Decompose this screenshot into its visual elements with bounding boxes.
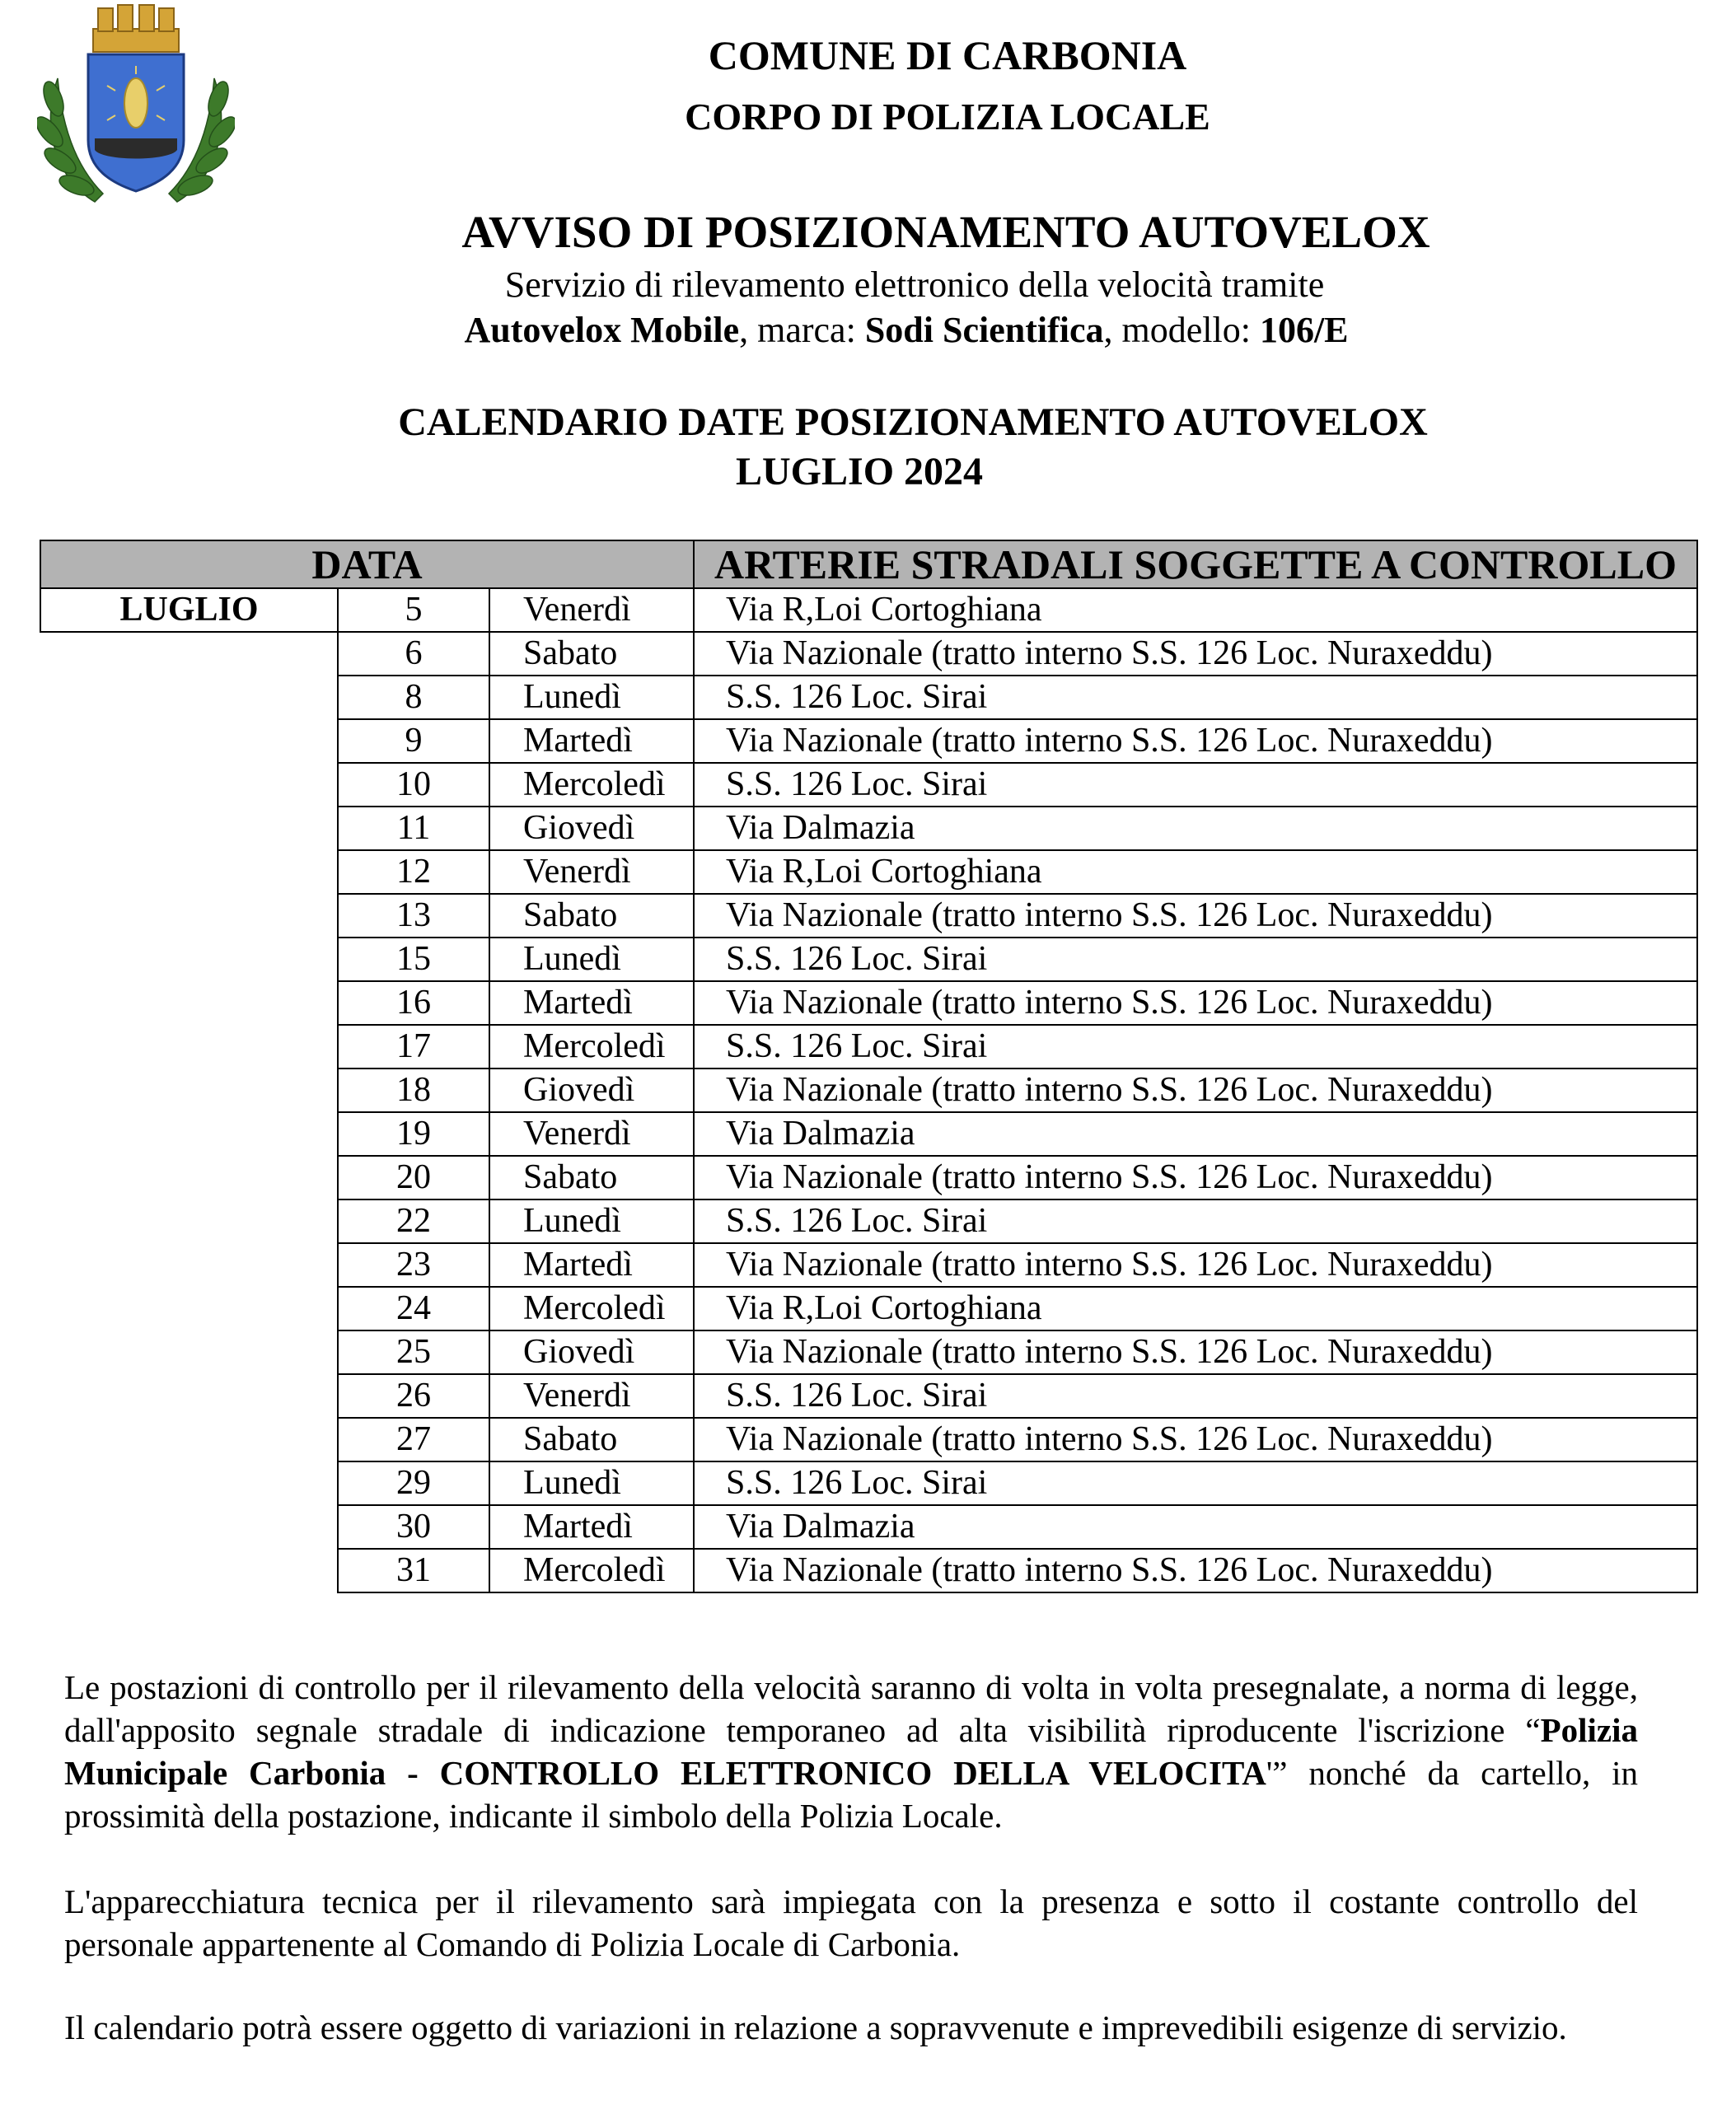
- table-row: [40, 632, 1697, 676]
- column-header-roads: ARTERIE STRADALI SOGGETTE A CONTROLLO: [694, 540, 1697, 588]
- road-cell: Via Nazionale (tratto interno S.S. 126 Loc. Nuraxeddu): [694, 1069, 1697, 1112]
- device-brand: Sodi Scientifica: [864, 310, 1104, 350]
- coat-of-arms-emblem: [37, 0, 235, 218]
- month-spacer-cell: [40, 1287, 338, 1330]
- table-row: [40, 1199, 1697, 1243]
- road-cell: Via Nazionale (tratto interno S.S. 126 Loc. Nuraxeddu): [694, 1549, 1697, 1592]
- calendar-table: [40, 540, 1698, 1593]
- month-spacer-cell: [40, 1243, 338, 1287]
- table-row: [40, 1330, 1697, 1374]
- month-spacer-cell: [40, 938, 338, 981]
- variation-paragraph: Il calendario potrà essere oggetto di variazioni in relazione a sopravvenute e imprevedibili esigenze di servizio.: [64, 2008, 1567, 2046]
- calendar-title: CALENDARIO DATE POSIZIONAMENTO AUTOVELOX: [398, 400, 1428, 444]
- month-spacer-cell: [40, 632, 338, 676]
- table-row: [40, 807, 1697, 850]
- month-spacer-cell: [40, 1199, 338, 1243]
- month-spacer-cell: [40, 807, 338, 850]
- table-header-row: [40, 540, 1697, 588]
- table-row: [40, 1243, 1697, 1287]
- column-header-data: DATA: [40, 540, 694, 588]
- notice-title: AVVISO DI POSIZIONAMENTO AUTOVELOX: [461, 207, 1430, 257]
- road-cell: Via R,Loi Cortoghiana: [694, 588, 1697, 632]
- device-model: 106/E: [1259, 310, 1349, 350]
- table-row: [40, 850, 1697, 894]
- signage-paragraph: [64, 1666, 1638, 1837]
- table-row: [40, 1374, 1697, 1418]
- table-row: [40, 1156, 1697, 1199]
- road-cell: S.S. 126 Loc. Sirai: [694, 676, 1697, 719]
- weekday-cell: Sabato: [489, 894, 694, 938]
- table-row: [40, 1112, 1697, 1156]
- model-label: , modello:: [1103, 310, 1260, 350]
- table-row: [40, 676, 1697, 719]
- month-spacer-cell: [40, 676, 338, 719]
- table-row: [40, 981, 1697, 1025]
- table-row: [40, 1069, 1697, 1112]
- weekday-cell: Lunedì: [489, 1199, 694, 1243]
- day-cell: 31: [338, 1549, 489, 1592]
- weekday-cell: Lunedì: [489, 676, 694, 719]
- weekday-cell: Mercoledì: [489, 1549, 694, 1592]
- day-cell: 26: [338, 1374, 489, 1418]
- signage-text-end: '” nonché da cartello, in prossimità della postazione, indicante il simbolo della Polizia Locale.: [64, 1754, 1638, 1835]
- road-cell: Via Nazionale (tratto interno S.S. 126 Loc. Nuraxeddu): [694, 894, 1697, 938]
- month-spacer-cell: [40, 1025, 338, 1069]
- month-cell: LUGLIO: [40, 588, 338, 632]
- crown-icon: [93, 5, 179, 52]
- month-spacer-cell: [40, 894, 338, 938]
- day-cell: 13: [338, 894, 489, 938]
- road-cell: S.S. 126 Loc. Sirai: [694, 1025, 1697, 1069]
- day-cell: 6: [338, 632, 489, 676]
- month-spacer-cell: [40, 719, 338, 763]
- day-cell: 27: [338, 1418, 489, 1461]
- road-cell: Via R,Loi Cortoghiana: [694, 850, 1697, 894]
- equipment-paragraph: L'apparecchiatura tecnica per il rilevamento sarà impiegata con la presenza e sotto il costante controllo del personale appartenente al Comando di Polizia Locale di Carbonia.: [64, 1882, 1638, 1963]
- table-row: [40, 588, 1697, 632]
- road-cell: S.S. 126 Loc. Sirai: [694, 1461, 1697, 1505]
- weekday-cell: Venerdì: [489, 1112, 694, 1156]
- weekday-cell: Martedì: [489, 1243, 694, 1287]
- table-row: [40, 894, 1697, 938]
- weekday-cell: Venerdì: [489, 588, 694, 632]
- weekday-cell: Lunedì: [489, 1461, 694, 1505]
- road-cell: Via Dalmazia: [694, 1112, 1697, 1156]
- day-cell: 12: [338, 850, 489, 894]
- day-cell: 16: [338, 981, 489, 1025]
- service-description: Servizio di rilevamento elettronico della velocità tramite: [504, 264, 1325, 305]
- month-spacer-cell: [40, 1461, 338, 1505]
- weekday-cell: Mercoledì: [489, 1025, 694, 1069]
- calendar-month-year: LUGLIO 2024: [735, 450, 984, 493]
- road-cell: Via Nazionale (tratto interno S.S. 126 Loc. Nuraxeddu): [694, 1418, 1697, 1461]
- weekday-cell: Sabato: [489, 1156, 694, 1199]
- road-cell: S.S. 126 Loc. Sirai: [694, 938, 1697, 981]
- weekday-cell: Giovedì: [489, 1330, 694, 1374]
- brand-label: , marca:: [739, 310, 865, 350]
- weekday-cell: Martedì: [489, 1505, 694, 1549]
- month-spacer-cell: [40, 850, 338, 894]
- device-details: [464, 309, 1348, 351]
- month-spacer-cell: [40, 1374, 338, 1418]
- calendar-body: [40, 588, 1697, 1592]
- day-cell: 19: [338, 1112, 489, 1156]
- day-cell: 22: [338, 1199, 489, 1243]
- weekday-cell: Mercoledì: [489, 763, 694, 807]
- day-cell: 24: [338, 1287, 489, 1330]
- device-name: Autovelox Mobile: [464, 310, 740, 350]
- weekday-cell: Venerdì: [489, 1374, 694, 1418]
- signage-text-start: Le postazioni di controllo per il rilevamento della velocità saranno di volta in volta presegnalate, a norma di legge, dall'apposito segnale stradale di indicazione temporaneo ad alta visibilità riproducente l'iscrizione “: [64, 1668, 1638, 1749]
- month-spacer-cell: [40, 1330, 338, 1374]
- day-cell: 18: [338, 1069, 489, 1112]
- municipality-name: COMUNE DI CARBONIA: [708, 32, 1187, 78]
- table-row: [40, 719, 1697, 763]
- weekday-cell: Sabato: [489, 632, 694, 676]
- signage-inscription: Polizia Municipale Carbonia - CONTROLLO ELETTRONICO DELLA VELOCITA: [64, 1711, 1638, 1792]
- table-row: [40, 938, 1697, 981]
- table-row: [40, 1418, 1697, 1461]
- weekday-cell: Martedì: [489, 981, 694, 1025]
- day-cell: 30: [338, 1505, 489, 1549]
- weekday-cell: Sabato: [489, 1418, 694, 1461]
- table-row: [40, 1287, 1697, 1330]
- table-row: [40, 1461, 1697, 1505]
- weekday-cell: Venerdì: [489, 850, 694, 894]
- road-cell: Via Nazionale (tratto interno S.S. 126 Loc. Nuraxeddu): [694, 981, 1697, 1025]
- month-spacer-cell: [40, 1505, 338, 1549]
- road-cell: Via Dalmazia: [694, 1505, 1697, 1549]
- month-spacer-cell: [40, 1112, 338, 1156]
- road-cell: Via Dalmazia: [694, 807, 1697, 850]
- weekday-cell: Mercoledì: [489, 1287, 694, 1330]
- day-cell: 9: [338, 719, 489, 763]
- weekday-cell: Giovedì: [489, 1069, 694, 1112]
- day-cell: 8: [338, 676, 489, 719]
- road-cell: S.S. 126 Loc. Sirai: [694, 1374, 1697, 1418]
- day-cell: 29: [338, 1461, 489, 1505]
- month-spacer-cell: [40, 763, 338, 807]
- weekday-cell: Giovedì: [489, 807, 694, 850]
- month-spacer-cell: [40, 1418, 338, 1461]
- weekday-cell: Martedì: [489, 719, 694, 763]
- road-cell: Via R,Loi Cortoghiana: [694, 1287, 1697, 1330]
- police-corps-name: CORPO DI POLIZIA LOCALE: [685, 96, 1210, 138]
- month-spacer-cell: [40, 981, 338, 1025]
- month-spacer-cell: [40, 1549, 338, 1592]
- month-spacer-cell: [40, 1069, 338, 1112]
- day-cell: 23: [338, 1243, 489, 1287]
- day-cell: 10: [338, 763, 489, 807]
- road-cell: Via Nazionale (tratto interno S.S. 126 Loc. Nuraxeddu): [694, 1330, 1697, 1374]
- day-cell: 5: [338, 588, 489, 632]
- weekday-cell: Lunedì: [489, 938, 694, 981]
- day-cell: 20: [338, 1156, 489, 1199]
- day-cell: 17: [338, 1025, 489, 1069]
- month-spacer-cell: [40, 1156, 338, 1199]
- table-row: [40, 763, 1697, 807]
- road-cell: Via Nazionale (tratto interno S.S. 126 Loc. Nuraxeddu): [694, 1156, 1697, 1199]
- table-row: [40, 1505, 1697, 1549]
- day-cell: 25: [338, 1330, 489, 1374]
- day-cell: 15: [338, 938, 489, 981]
- road-cell: S.S. 126 Loc. Sirai: [694, 1199, 1697, 1243]
- road-cell: Via Nazionale (tratto interno S.S. 126 Loc. Nuraxeddu): [694, 632, 1697, 676]
- road-cell: Via Nazionale (tratto interno S.S. 126 Loc. Nuraxeddu): [694, 719, 1697, 763]
- road-cell: S.S. 126 Loc. Sirai: [694, 763, 1697, 807]
- road-cell: Via Nazionale (tratto interno S.S. 126 Loc. Nuraxeddu): [694, 1243, 1697, 1287]
- table-row: [40, 1025, 1697, 1069]
- table-row: [40, 1549, 1697, 1592]
- day-cell: 11: [338, 807, 489, 850]
